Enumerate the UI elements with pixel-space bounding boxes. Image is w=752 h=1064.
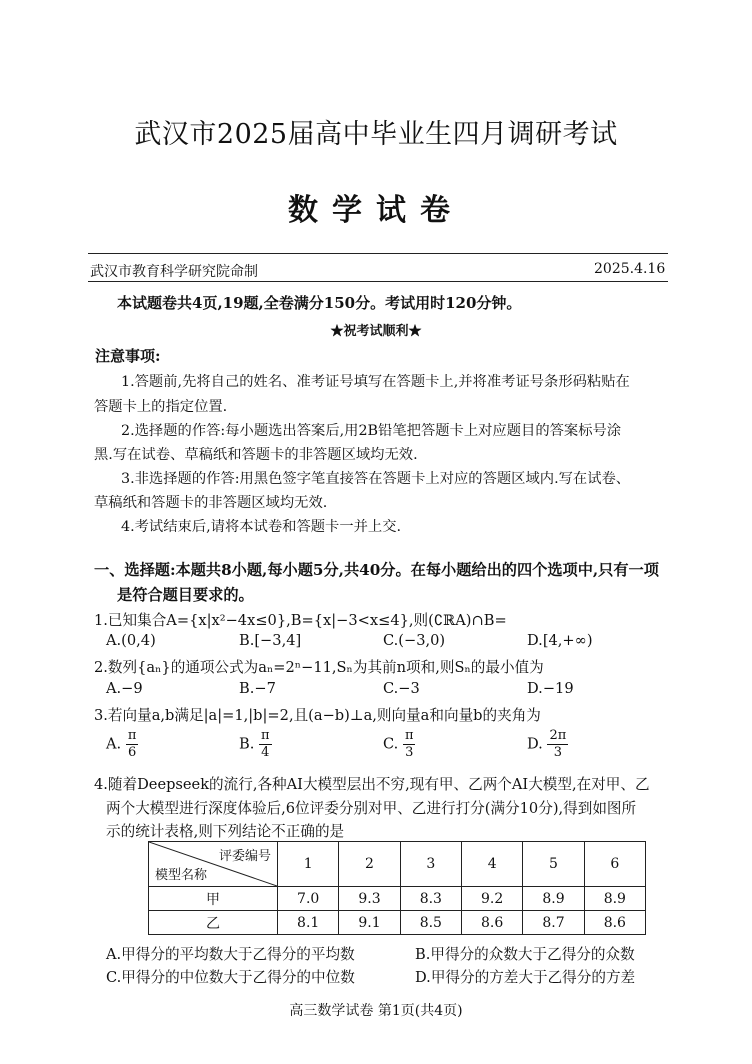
question-1-stem: 1.已知集合A={x|x²−4x≤0},B={x|−3<x≤4},则(∁ℝA)∩B= xyxy=(94,612,507,629)
top-rule xyxy=(88,253,668,254)
option-label: A. xyxy=(106,735,122,753)
denominator: 3 xyxy=(405,745,414,760)
score-cell: 9.3 xyxy=(339,887,400,911)
model-name: 甲 xyxy=(149,887,278,911)
q1-option-a: A.(0,4) xyxy=(106,632,156,649)
bottom-rule xyxy=(88,281,668,282)
q2-option-b: B.−7 xyxy=(239,680,276,697)
q3-option-d xyxy=(527,728,568,761)
score-cell: 8.6 xyxy=(461,911,522,935)
question-4-line: 两个大模型进行深度体验后,6位评委分别对甲、乙进行打分(满分10分),得到如图所 xyxy=(106,800,637,817)
option-label: B. xyxy=(239,735,255,753)
score-table xyxy=(148,841,646,935)
exam-title: 武汉市2025届高中毕业生四月调研考试 xyxy=(134,119,618,150)
score-cell: 8.9 xyxy=(523,887,584,911)
corner-cell xyxy=(149,842,278,887)
q4-option-a: A.甲得分的平均数大于乙得分的平均数 xyxy=(106,946,355,963)
score-cell: 8.9 xyxy=(584,887,645,911)
model-name: 乙 xyxy=(149,911,278,935)
question-4-line: 示的统计表格,则下列结论不正确的是 xyxy=(106,823,345,840)
table-row xyxy=(149,911,646,935)
q2-option-c: C.−3 xyxy=(383,680,420,697)
table-header-row xyxy=(149,842,646,887)
corner-top-label: 评委编号 xyxy=(218,849,271,864)
q2-option-a: A.−9 xyxy=(106,680,143,697)
note-line: 2.选择题的作答:每小题选出答案后,用2B铅笔把答题卡上对应题目的答案标号涂 xyxy=(121,423,622,439)
option-label: C. xyxy=(383,735,399,753)
note-line: 黑.写在试卷、草稿纸和答题卡的非答题区域均无效. xyxy=(94,447,418,463)
note-line: 3.非选择题的作答:用黑色签字笔直接答在答题卡上对应的答题区域内.写在试卷、 xyxy=(121,471,631,487)
score-cell: 8.5 xyxy=(400,911,461,935)
question-3-stem: 3.若向量a,b满足|a|=1,|b|=2,且(a−b)⊥a,则向量a和向量b的夹角为 xyxy=(94,707,541,724)
score-cell: 8.6 xyxy=(584,911,645,935)
note-line: 4.考试结束后,请将本试卷和答题卡一并上交. xyxy=(121,519,402,535)
judge-header: 1 xyxy=(278,842,339,887)
q4-option-c: C.甲得分的中位数大于乙得分的中位数 xyxy=(106,969,355,986)
option-label: D. xyxy=(527,735,543,753)
question-4-line: 4.随着Deepseek的流行,各种AI大模型层出不穷,现有甲、乙两个AI大模型,在对甲、乙 xyxy=(94,776,650,793)
note-line: 草稿纸和答题卡的非答题区域均无效. xyxy=(94,495,328,511)
note-line: 答题卡上的指定位置. xyxy=(94,399,228,415)
fraction xyxy=(259,728,272,761)
section-heading-cont: 是符合题目要求的。 xyxy=(117,586,254,604)
score-cell: 7.0 xyxy=(278,887,339,911)
exam-info: 本试题卷共4页,19题,全卷满分150分。考试用时120分钟。 xyxy=(117,294,522,312)
numerator: 2π xyxy=(549,728,567,743)
numerator: π xyxy=(261,728,270,743)
denominator: 6 xyxy=(127,745,137,760)
judge-header: 2 xyxy=(339,842,400,887)
fraction xyxy=(547,728,568,761)
denominator: 4 xyxy=(261,745,270,760)
issuer: 武汉市教育科学研究院命制 xyxy=(90,264,258,280)
question-2-stem: 2.数列{aₙ}的通项公式为aₙ=2ⁿ−11,Sₙ为其前n项和,则Sₙ的最小值为 xyxy=(94,659,544,676)
score-cell: 8.1 xyxy=(278,911,339,935)
judge-header: 5 xyxy=(523,842,584,887)
q1-option-d: D.[4,+∞) xyxy=(527,632,593,649)
numerator: π xyxy=(404,728,414,743)
q1-option-c: C.(−3,0) xyxy=(383,632,446,649)
fraction xyxy=(403,728,416,761)
q1-option-b: B.[−3,4] xyxy=(239,632,302,649)
page-footer: 高三数学试卷 第1页(共4页) xyxy=(289,1003,463,1019)
q4-option-b: B.甲得分的众数大于乙得分的众数 xyxy=(415,946,635,963)
judge-header: 6 xyxy=(584,842,645,887)
score-cell: 8.3 xyxy=(400,887,461,911)
judge-header: 4 xyxy=(461,842,522,887)
corner-bottom-label: 模型名称 xyxy=(155,868,208,883)
table-row xyxy=(149,887,646,911)
fraction xyxy=(126,728,139,761)
score-cell: 9.1 xyxy=(339,911,400,935)
judge-header: 3 xyxy=(400,842,461,887)
notes-heading: 注意事项: xyxy=(95,347,161,365)
q2-option-d: D.−19 xyxy=(527,680,574,697)
q3-option-b xyxy=(239,728,272,761)
score-cell: 9.2 xyxy=(461,887,522,911)
section-heading: 一、选择题:本题共8小题,每小题5分,共40分。在每小题给出的四个选项中,只有一项 xyxy=(94,561,659,579)
exam-date: 2025.4.16 xyxy=(594,261,666,277)
note-line: 1.答题前,先将自己的姓名、准考证号填写在答题卡上,并将准考证号条形码粘贴在 xyxy=(121,374,630,390)
denominator: 3 xyxy=(553,745,563,760)
q3-option-a xyxy=(106,728,138,761)
q3-option-c xyxy=(383,728,415,761)
numerator: π xyxy=(127,728,137,743)
q4-option-d: D.甲得分的方差大于乙得分的方差 xyxy=(415,969,636,986)
good-luck-line: ★祝考试顺利★ xyxy=(330,324,422,339)
exam-subtitle: 数学试卷 xyxy=(288,193,464,228)
score-cell: 8.7 xyxy=(523,911,584,935)
